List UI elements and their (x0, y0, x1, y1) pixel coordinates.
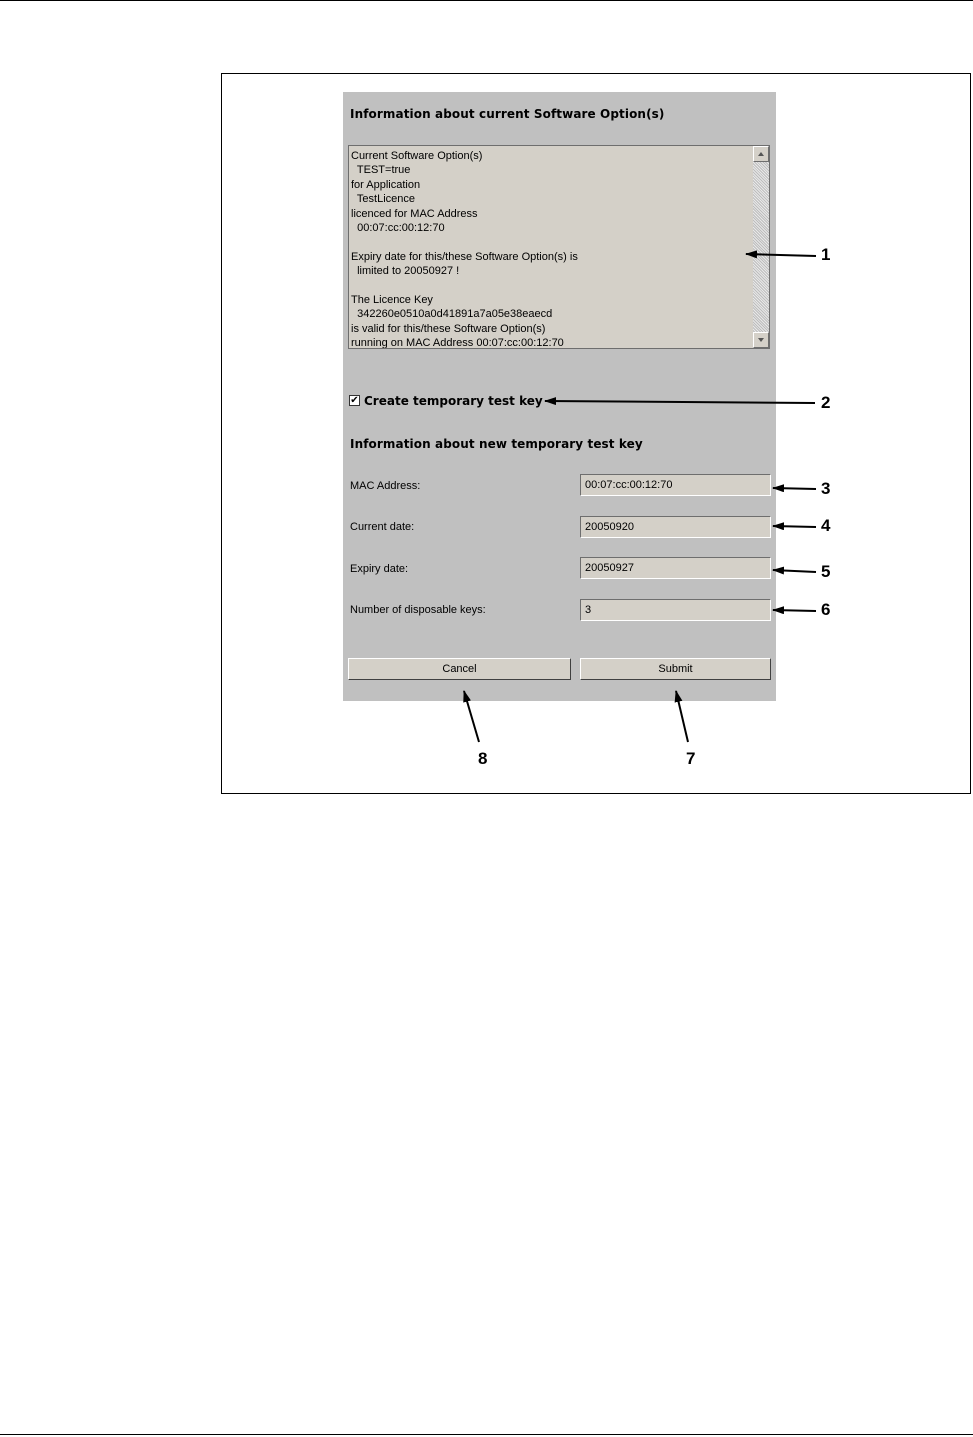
callout-4: 4 (821, 516, 831, 535)
cancel-button[interactable]: Cancel (348, 658, 571, 680)
software-info-line: licenced for MAC Address (351, 207, 478, 220)
software-info-line: 342260e0510a0d41891a7a05e38eaecd (351, 308, 553, 321)
callout-arrow-8 (464, 691, 479, 742)
software-info-line: TestLicence (351, 193, 416, 206)
checkmark-icon: ✔ (350, 394, 359, 406)
software-info-line: for Application (351, 178, 421, 191)
expiry-date-label: Expiry date: (350, 563, 409, 575)
software-info-line: Current Software Option(s) (351, 150, 483, 162)
callout-7: 7 (686, 749, 696, 768)
software-info-line: 00:07:cc:00:12:70 (351, 222, 445, 235)
software-info-line: The Licence Key (351, 294, 433, 307)
create-test-key-label[interactable]: Create temporary test key (364, 394, 543, 408)
callout-arrow-7 (676, 691, 688, 742)
callout-arrow-5 (773, 570, 816, 572)
callout-2: 2 (821, 393, 831, 412)
software-info-heading: Information about current Software Option(s) (350, 107, 665, 121)
callout-8: 8 (478, 749, 488, 768)
callout-arrow-4 (773, 526, 816, 527)
software-info-line: limited to 20050927 ! (351, 265, 460, 278)
callout-arrow-6 (773, 610, 816, 611)
submit-button[interactable]: Submit (580, 658, 771, 680)
callout-3: 3 (821, 479, 831, 498)
temp-key-heading: Information about new temporary test key (350, 437, 643, 451)
callout-5: 5 (821, 562, 831, 581)
mac-address-label: MAC Address: (350, 480, 421, 492)
callout-arrow-2 (545, 401, 815, 403)
current-date-label: Current date: (350, 521, 415, 533)
callout-6: 6 (821, 600, 831, 619)
software-info-line: running on MAC Address 00:07:cc:00:12:70 (351, 337, 564, 349)
software-info-line: Expiry date for this/these Software Option(s) is (351, 250, 578, 263)
software-info-line: TEST=true (351, 164, 411, 177)
callout-1: 1 (821, 245, 831, 264)
callout-arrow-1 (746, 254, 816, 256)
callout-arrow-3 (773, 488, 816, 489)
disposable-keys-label: Number of disposable keys: (350, 604, 486, 616)
software-info-line: is valid for this/these Software Option(s) (351, 322, 546, 335)
